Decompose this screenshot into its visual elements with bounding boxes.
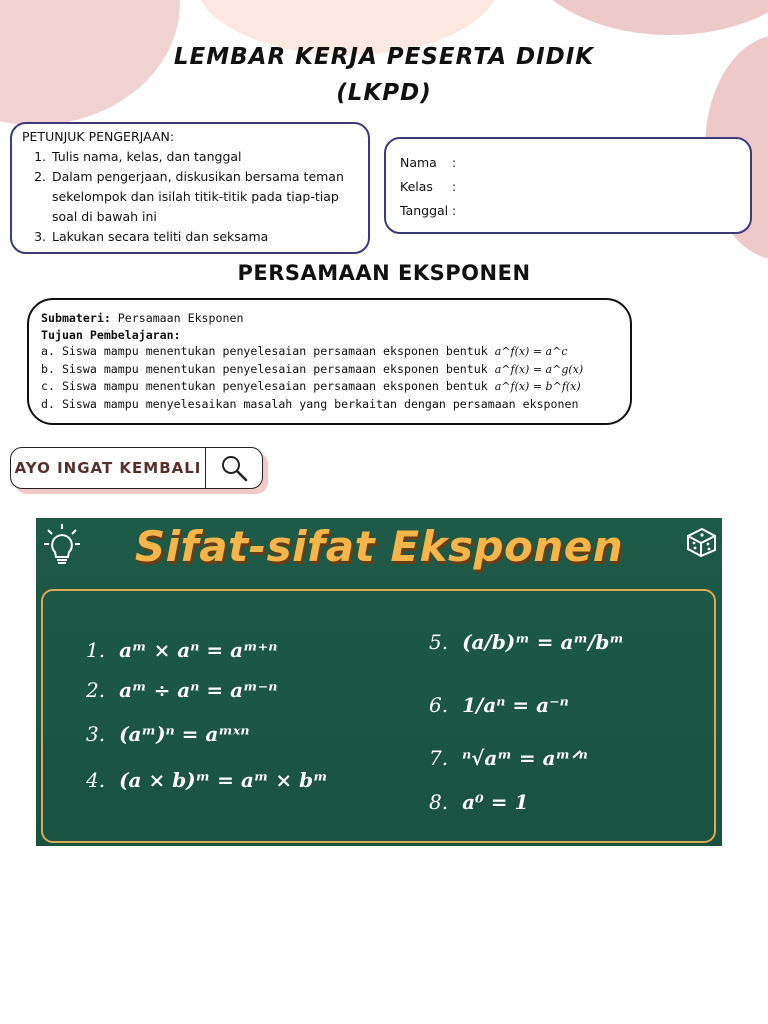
board-title: Sifat-sifat Eksponen <box>134 522 624 571</box>
property-number: 2. <box>86 678 106 702</box>
objective-item <box>41 396 618 413</box>
property-4 <box>86 768 328 792</box>
properties-frame <box>41 589 716 843</box>
property-number: 3. <box>86 722 106 746</box>
property-expression: a⁰ = 1 <box>462 790 529 814</box>
property-number: 8. <box>429 790 449 814</box>
identity-box <box>384 137 752 234</box>
instruction-item: 3. Lakukan secara teliti dan seksama <box>50 227 358 247</box>
section-title: PERSAMAAN EKSPONEN <box>237 261 531 285</box>
instruction-item: 2. Dalam pengerjaan, diskusikan bersama teman sekelompok dan isilah titik-titik pada tiap-tiap soal di bawah ini <box>50 167 358 227</box>
property-expression: (a/b)ᵐ = aᵐ/bᵐ <box>462 630 624 654</box>
property-expression: (aᵐ)ⁿ = aᵐˣⁿ <box>119 722 250 746</box>
page-title: LEMBAR KERJA PESERTA DIDIK <box>173 44 595 70</box>
property-number: 4. <box>86 768 106 792</box>
objectives-box <box>27 298 632 425</box>
exponent-properties-board <box>36 518 722 846</box>
decor-blob <box>520 0 768 35</box>
property-number: 1. <box>86 638 106 662</box>
property-expression: (a × b)ᵐ = aᵐ × bᵐ <box>119 768 328 792</box>
identity-row-kelas[interactable] <box>400 175 736 199</box>
objective-formula: a^f(x) = b^f(x) <box>494 380 581 393</box>
objective-formula: a^f(x) = a^g(x) <box>494 362 584 376</box>
property-number: 6. <box>429 693 449 717</box>
property-number: 5. <box>429 630 449 654</box>
objective-text: a. Siswa mampu menentukan penyelesaian persamaan eksponen bentuk <box>41 344 488 358</box>
reminder-button[interactable] <box>10 447 263 489</box>
property-7 <box>429 746 588 770</box>
identity-separator: : <box>452 203 457 218</box>
instructions-box <box>10 122 370 254</box>
property-expression: ⁿ√aᵐ = aᵐᐟⁿ <box>462 746 588 770</box>
identity-row-nama[interactable] <box>400 151 736 175</box>
property-5 <box>429 630 624 654</box>
identity-label: Kelas <box>400 179 433 194</box>
property-2 <box>86 678 277 702</box>
objective-text: b. Siswa mampu menentukan penyelesaian persamaan eksponen bentuk <box>41 361 488 376</box>
objective-text: d. Siswa mampu menyelesaikan masalah yang berkaitan dengan persamaan eksponen <box>41 396 579 411</box>
objective-item <box>41 361 618 379</box>
objective-item <box>41 343 618 361</box>
instruction-item: 1. Tulis nama, kelas, dan tanggal <box>50 147 358 167</box>
property-number: 7. <box>429 746 449 770</box>
submateri-label: Submateri: <box>41 311 111 325</box>
objective-item <box>41 378 618 396</box>
property-3 <box>86 722 250 746</box>
property-expression: aᵐ ÷ aⁿ = aᵐ⁻ⁿ <box>119 678 278 702</box>
identity-label: Nama <box>400 155 437 170</box>
identity-label: Tanggal <box>400 203 449 218</box>
submateri-value: Persamaan Eksponen <box>117 311 244 325</box>
objective-formula: a^f(x) = a^c <box>494 345 568 358</box>
reminder-label: AYO INGAT KEMBALI <box>11 448 206 488</box>
property-expression: 1/aⁿ = a⁻ⁿ <box>462 693 569 717</box>
dice-icon <box>684 524 718 562</box>
instructions-list <box>22 147 358 247</box>
property-6 <box>429 693 569 717</box>
identity-separator: : <box>452 179 457 194</box>
tujuan-label: Tujuan Pembelajaran: <box>41 327 181 342</box>
property-8 <box>429 790 528 814</box>
identity-separator: : <box>452 155 457 170</box>
property-expression: aᵐ × aⁿ = aᵐ⁺ⁿ <box>119 638 278 662</box>
property-1 <box>86 638 277 662</box>
page-subtitle: (LKPD) <box>336 80 432 106</box>
submateri-line <box>41 310 618 327</box>
identity-row-tanggal[interactable] <box>400 199 736 223</box>
search-icon[interactable] <box>206 453 262 483</box>
objective-text: c. Siswa mampu menentukan penyelesaian persamaan eksponen bentuk <box>41 379 488 393</box>
instructions-heading: PETUNJUK PENGERJAAN: <box>22 129 175 144</box>
